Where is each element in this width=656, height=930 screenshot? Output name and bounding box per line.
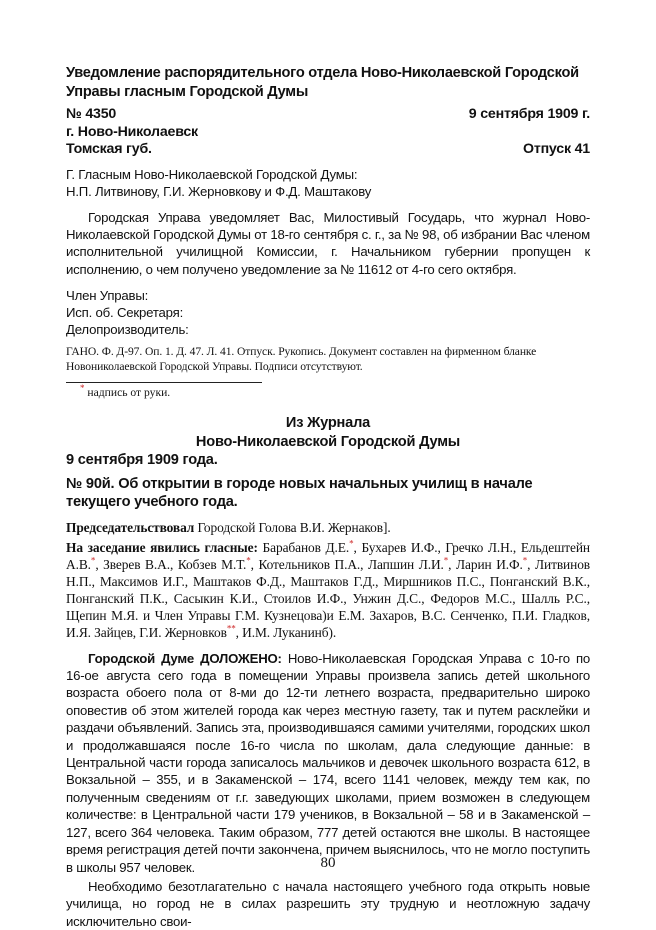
attended-seg-1: Барабанов Д.Е.: [262, 539, 350, 555]
address-line-2: Н.П. Литвинову, Г.И. Жерновкову и Ф.Д. Маштакову: [66, 183, 372, 199]
notice-date: 9 сентября 1909 г.: [468, 106, 590, 122]
attended-seg-6: , Литвинов Н.П., Максимов И.Г., Маштаков Ф.Д., Маштаков Г.Д., Миршников П.С., Понганский В.К., Понганский П.К., Сасыкин К.И., Стоилов И.Ф., Унжин Д.С., Федоров М.С., Шалль Р.С., Щепин М.Я. и Член Управы Г.М. Кузнецова)и Е.М. Захаров, В.С. Сенченко, П.И. Гладков, И.Я. Зайцев, Г.И. Жерновков: [66, 556, 591, 640]
notice-city: г. Ново-Николаевск: [66, 123, 198, 140]
reported-text: Ново-Николаевская Городская Управа с 10-го по 16-ое августа сего года в помещении Управы произвела запись детей школьного возраста обоего пола от 8-ми до 12-ти летнего возраста, предварительно широко оповестив об этом жителей города как через местную газету, так и путем расклейки и раздачи объявлений. Запись эта, производившаяся самими учителями, городских школ и продолжавшаяся после 16-го числа по школам, дала следующие данные: в Центральной части города записалось мальчиков и девочек школьного возраста 612, в Вокзальной – 355, и в Закаменской – 174, всего 1141 человек, между тем как, по полученным сведениям от г.г. заведующих школами, прием возможен в следующем количестве: в Центральной части 179 учеников, в Вокзальной – 58 и в Закаменской – 127, всего 364 человека. Таким образом, 777 детей остаются вне школы. В настоящее время регистрация детей почти закончена, причем выяснилось, что не могло поступить в школы 957 человек.: [66, 650, 590, 875]
signature-clerk: Делопроизводитель:: [66, 322, 189, 338]
attended-mark-1: *: [349, 538, 354, 549]
journal-date: 9 сентября 1909 года.: [66, 452, 218, 469]
notice-number: № 4350: [66, 106, 117, 122]
notice-title: Уведомление распорядительного отдела Ново-Николаевской Городской Управы гласным Городской Думы: [66, 65, 579, 100]
signature-secretary: Исп. об. Секретаря:: [66, 305, 184, 321]
attended-seg-4: , Котельников П.А., Лапшин Л.И.: [250, 556, 444, 572]
notice-address: [66, 166, 590, 200]
notice-province: Томская губ.: [66, 141, 152, 157]
footnote-mark: *: [80, 383, 85, 394]
attended-mark-2: *: [90, 555, 96, 566]
attended-seg-3: , Зверев В.А., Кобзев М.Т.: [95, 556, 247, 572]
notice-copy: Отпуск 41: [522, 141, 590, 157]
footnote-text: надпись от руки.: [87, 386, 171, 400]
archive-note: ГАНО. Ф. Д-97. Оп. 1. Д. 47. Л. 41. Отпуск. Рукопись. Документ составлен на фирменном бланке Новониколаевской Городской Управы. Подписи отсутствуют.: [66, 345, 537, 374]
attended-seg-5: , Ларин И.Ф.: [448, 556, 523, 572]
page-number: 80: [320, 855, 336, 871]
closing-paragraph: Необходимо безотлагательно с начала настоящего учебного года открыть новые училища, но город не в силах разрешить эту трудную и неотложную задачу исключительно свои-: [66, 878, 590, 929]
reported-label: Городской Думе ДОЛОЖЕНО:: [88, 650, 282, 666]
attended-seg-2: , Бухарев И.Ф., Гречко Л.Н., Ельдештейн А.В.: [66, 539, 591, 572]
signature-block: [66, 287, 590, 338]
journal-heading-2: Ново-Николаевской Городской Думы: [195, 433, 461, 450]
chaired-text: Городской Голова В.И. Жернаков].: [197, 519, 391, 535]
journal-item-title: № 90й. Об открытии в городе новых начальных училищ в начале текущего учебного года.: [66, 475, 533, 511]
attended-seg-7: , И.М. Луканинб).: [235, 624, 337, 640]
attended-mark-6: **: [226, 623, 236, 634]
notice-province-row: [66, 141, 590, 159]
chaired-line: [66, 519, 590, 536]
attended-mark-4: *: [443, 555, 449, 566]
address-line-1: Г. Гласным Ново-Николаевской Городской Думы:: [66, 166, 358, 182]
attended-mark-3: *: [246, 555, 251, 566]
attended-mark-5: *: [522, 555, 528, 566]
journal-heading-1: Из Журнала: [285, 415, 371, 432]
reported-paragraph: [66, 650, 590, 876]
notice-body: Городская Управа уведомляет Вас, Милостивый Государь, что журнал Ново-Николаевской Городской Думы от 18-го сентября с. г., за № 98, об избрании Вас членом исполнительной училищной Комиссии, г. Начальником губернии пропущен к исполнению, о чем получено уведомление за № 11612 от 4-го сего октября.: [66, 209, 590, 277]
attendees-paragraph: [66, 539, 590, 641]
signature-member: Член Управы:: [66, 288, 149, 304]
notice-number-row: [66, 106, 590, 124]
attended-label: На заседание явились гласные:: [66, 539, 258, 555]
footnote: [66, 383, 590, 400]
footnote-divider: [66, 382, 262, 383]
chaired-label: Председательствовал: [66, 519, 195, 535]
